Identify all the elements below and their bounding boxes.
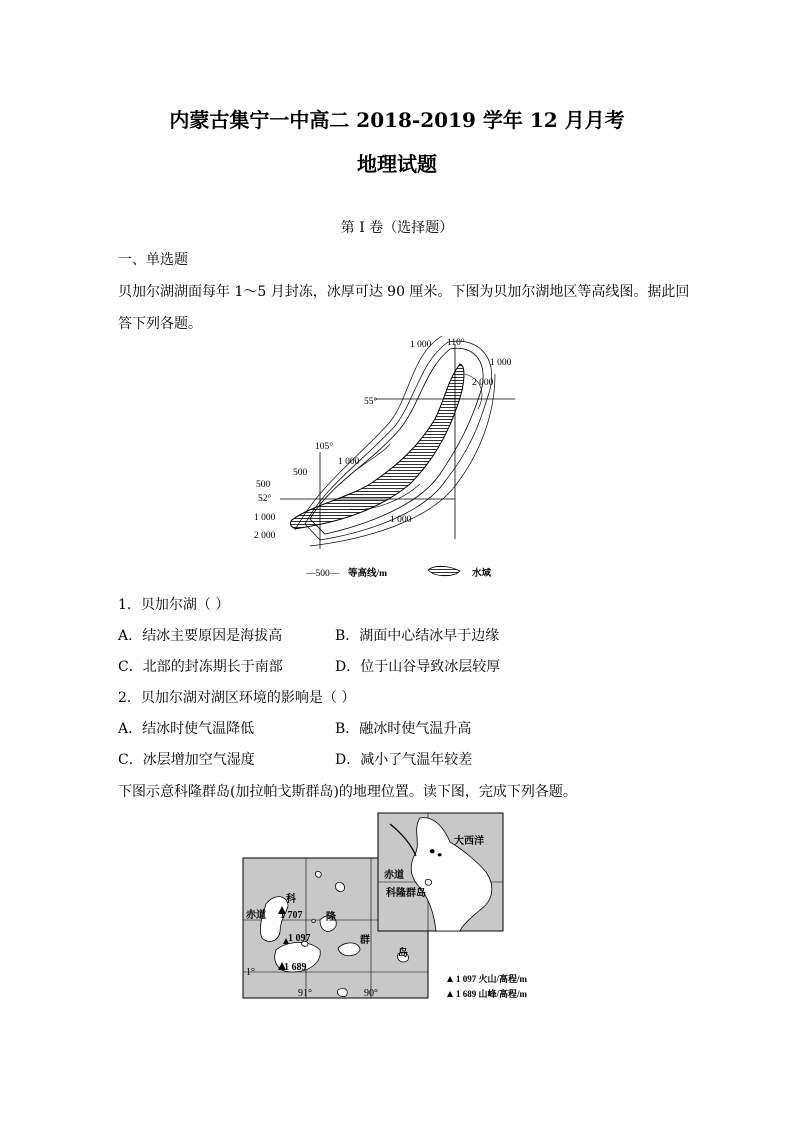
label-c1000-left: 1 000 [254, 513, 276, 523]
q1-stem: 1．贝加尔湖（ ） [118, 597, 230, 613]
q2-option-c[interactable]: C．冰层增加空气湿度 [118, 752, 255, 768]
baikal-contour-map [250, 334, 526, 584]
q2-option-b[interactable]: B．融冰时使气温升高 [335, 721, 472, 737]
label-c500-b: 500 [256, 480, 271, 490]
label-lon105: 105° [315, 442, 334, 452]
label-c1000-bottom: 1 000 [390, 515, 412, 525]
q1-option-d[interactable]: D．位于山谷导致冰层较厚 [335, 659, 501, 675]
legend-water-label: 水域 [472, 569, 492, 579]
label-equator-inset: 赤道 [384, 870, 404, 881]
label-lat52: 52° [258, 494, 272, 504]
label-lon110: 110° [447, 338, 465, 348]
legend-volcano: 1 097 火山/高程/m [456, 974, 527, 984]
galapagos-location-map [240, 810, 560, 1010]
label-c1000-mid: 1 000 [338, 457, 360, 467]
volcano-legend-icon [447, 976, 453, 982]
label-lat55: 55° [364, 397, 378, 407]
label-long: 隆 [326, 912, 336, 923]
label-ke: 科 [286, 894, 296, 905]
label-c1000-top: 1 000 [410, 340, 432, 350]
label-c1000-right: 1 000 [490, 358, 512, 368]
label-peak-1097: 1 097 [288, 933, 311, 944]
part-heading: 第 I 卷（选择题） [340, 220, 454, 236]
page-title: 内蒙古集宁一中高二 2018-2019 学年 12 月月考 [169, 108, 625, 132]
label-c500-a: 500 [293, 468, 308, 478]
intro1-line1: 贝加尔湖湖面每年 1～5 月封冻，冰厚可达 90 厘米。下图为贝加尔湖地区等高线图。据此回 [118, 284, 690, 300]
label-peak-1707: 1 707 [280, 910, 303, 921]
legend-contour-label: 等高线/m [348, 569, 388, 579]
peak-legend-icon [447, 991, 453, 997]
label-galapagos: 科隆群岛 [386, 888, 426, 899]
label-dao: 岛 [398, 948, 408, 959]
label-lat1: 1° [246, 967, 255, 978]
q1-option-b[interactable]: B．湖面中心结冰早于边缘 [335, 628, 500, 644]
label-c2000-left: 2 000 [254, 531, 276, 541]
label-lon90: 90° [364, 988, 378, 999]
intro1-line2: 答下列各题。 [118, 316, 202, 332]
q2-option-d[interactable]: D．减小了气温年较差 [335, 752, 473, 768]
q1-option-c[interactable]: C．北部的封冻期长于南部 [118, 659, 283, 675]
label-equator-main: 赤道 [246, 910, 266, 921]
q2-option-a[interactable]: A．结冰时使气温降低 [118, 721, 255, 737]
label-qun: 群 [360, 935, 370, 946]
label-atlantic: 大西洋 [454, 836, 484, 847]
q1-option-a[interactable]: A．结冰主要原因是海拔高 [118, 628, 283, 644]
label-peak-1689: 1 689 [284, 962, 307, 973]
page-subtitle: 地理试题 [357, 152, 437, 176]
legend-contour-symbol: —500— [306, 569, 340, 579]
label-c2000-right: 2 000 [472, 378, 494, 388]
section-heading: 一、单选题 [118, 252, 188, 268]
label-lon91: 91° [298, 988, 312, 999]
legend-peak: 1 689 山峰/高程/m [456, 989, 527, 999]
water-legend-icon [428, 566, 460, 575]
q2-stem: 2．贝加尔湖对湖区环境的影响是（ ） [118, 690, 356, 706]
intro2: 下图示意科隆群岛(加拉帕戈斯群岛)的地理位置。读下图，完成下列各题。 [118, 784, 577, 800]
